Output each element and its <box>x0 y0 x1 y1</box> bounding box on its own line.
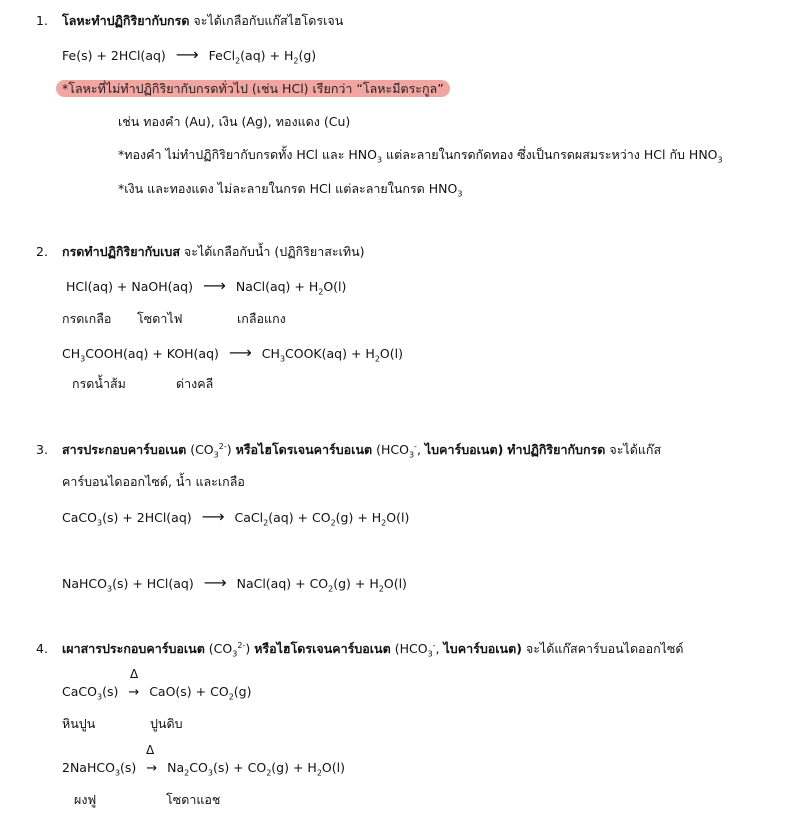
label-vinegar: กรดน้ำส้ม <box>72 376 126 391</box>
arrow-icon: ⟶ <box>175 45 199 64</box>
section-1-number: 1. <box>36 13 48 28</box>
section-1-title <box>62 12 343 30</box>
arrow-icon: → <box>146 761 158 776</box>
label-table-salt: เกลือแกง <box>237 311 286 326</box>
noble-metal-note <box>56 80 450 98</box>
delta-icon: Δ <box>146 743 155 757</box>
label-soda-ash: โซดาแอช <box>166 792 221 807</box>
label-hydrochloric: กรดเกลือ <box>62 311 112 326</box>
arrow-icon: ⟶ <box>203 573 227 592</box>
arrow-icon: → <box>128 685 140 700</box>
highlight-mark: *โลหะที่ไม่ทำปฏิกิริยากับกรดทั่วไป (เช่น HCl) เรียกว่า “โลหะมีตระกูล” <box>56 80 450 97</box>
arrow-icon: ⟶ <box>202 276 226 295</box>
label-caustic-soda: โซดาไฟ <box>137 311 183 326</box>
label-baking-soda: ผงฟู <box>74 792 97 807</box>
delta-icon: Δ <box>130 667 139 681</box>
equation-caco3-heat: CaCO$_3$(s) → $CaO(s) + CO_2(g)$ <box>62 684 252 702</box>
equation-caco3-hcl: CaCO$_3$(s) + 2HCl(aq) ⟶ CaCl$_2$(aq) + $CO_2(g) + H_2O(l)$ <box>62 507 410 528</box>
section-1-title-bold: โลหะทำปฏิกิริยากับกรด <box>62 13 190 28</box>
label-quicklime: ปูนดิบ <box>150 716 183 731</box>
section-3-number: 3. <box>36 442 48 457</box>
equation-fe-hcl: Fe(s) + 2HCl(aq) ⟶ FeCl$_2$(aq) + $H_2(g)$ <box>62 45 317 66</box>
label-limestone: หินปูน <box>62 716 96 731</box>
equation-hcl-naoh: HCl(aq) + NaOH(aq) ⟶ NaCl(aq) + $H_2O(l)$ <box>66 276 347 297</box>
equation-nahco3-heat: 2NaHCO$_3$(s) → $Na_2CO_3(s) + CO_2(g) + H_2O(l)$ <box>62 760 345 778</box>
arrow-icon: ⟶ <box>201 507 225 526</box>
equation-nahco3-hcl: NaHCO$_3$(s) + HCl(aq) ⟶ NaCl(aq) + $CO_2(g) + H_2O(l)$ <box>62 573 407 594</box>
section-2-number: 2. <box>36 244 48 259</box>
section-3-title: สารประกอบคาร์บอเนต $(CO_3^{2-})$ หรือไฮโดรเจนคาร์บอเนต ($HCO_3^-$, ไบคาร์บอเนต) ทำปฏิกิริยากับกรด จะได้แก๊ส <box>62 441 662 460</box>
gold-note: *ทองคำ ไม่ทำปฏิกิริยากับกรดทั้ง HCl และ $HNO_3$ แต่ละลายในกรดกัดทอง ซึ่งเป็นกรดผสมระหว่าง HCl กับ $HNO_3$ <box>118 147 723 165</box>
section-4-number: 4. <box>36 641 48 656</box>
section-3-title-cont: คาร์บอนไดออกไซด์, น้ำ และเกลือ <box>62 474 245 489</box>
arrow-icon: ⟶ <box>228 343 252 362</box>
section-2-title: กรดทำปฏิกิริยากับเบส จะได้เกลือกับน้ำ (ปฏิกิริยาสะเทิน) <box>62 244 365 259</box>
noble-metal-examples: เช่น ทองคำ (Au), เงิน (Ag), ทองแดง (Cu) <box>118 114 351 129</box>
equation-acetic-koh: $CH_3COOH(aq) + KOH(aq)$ ⟶ $CH_3COOK(aq) + H_2O(l)$ <box>62 343 403 364</box>
section-4-title: เผาสารประกอบคาร์บอเนต $(CO_3^{2-})$ หรือไฮโดรเจนคาร์บอเนต ($HCO_3^-$, ไบคาร์บอเนต) จะได้แก๊สคาร์บอนไดออกไซด์ <box>62 640 684 659</box>
silver-copper-note: *เงิน และทองแดง ไม่ละลายในกรด HCl แต่ละลายในกรด $HNO_3$ <box>118 181 463 199</box>
label-potash: ด่างคลี <box>176 376 214 391</box>
section-1-title-rest: จะได้เกลือกับแก๊สไฮโดรเจน <box>189 13 344 28</box>
